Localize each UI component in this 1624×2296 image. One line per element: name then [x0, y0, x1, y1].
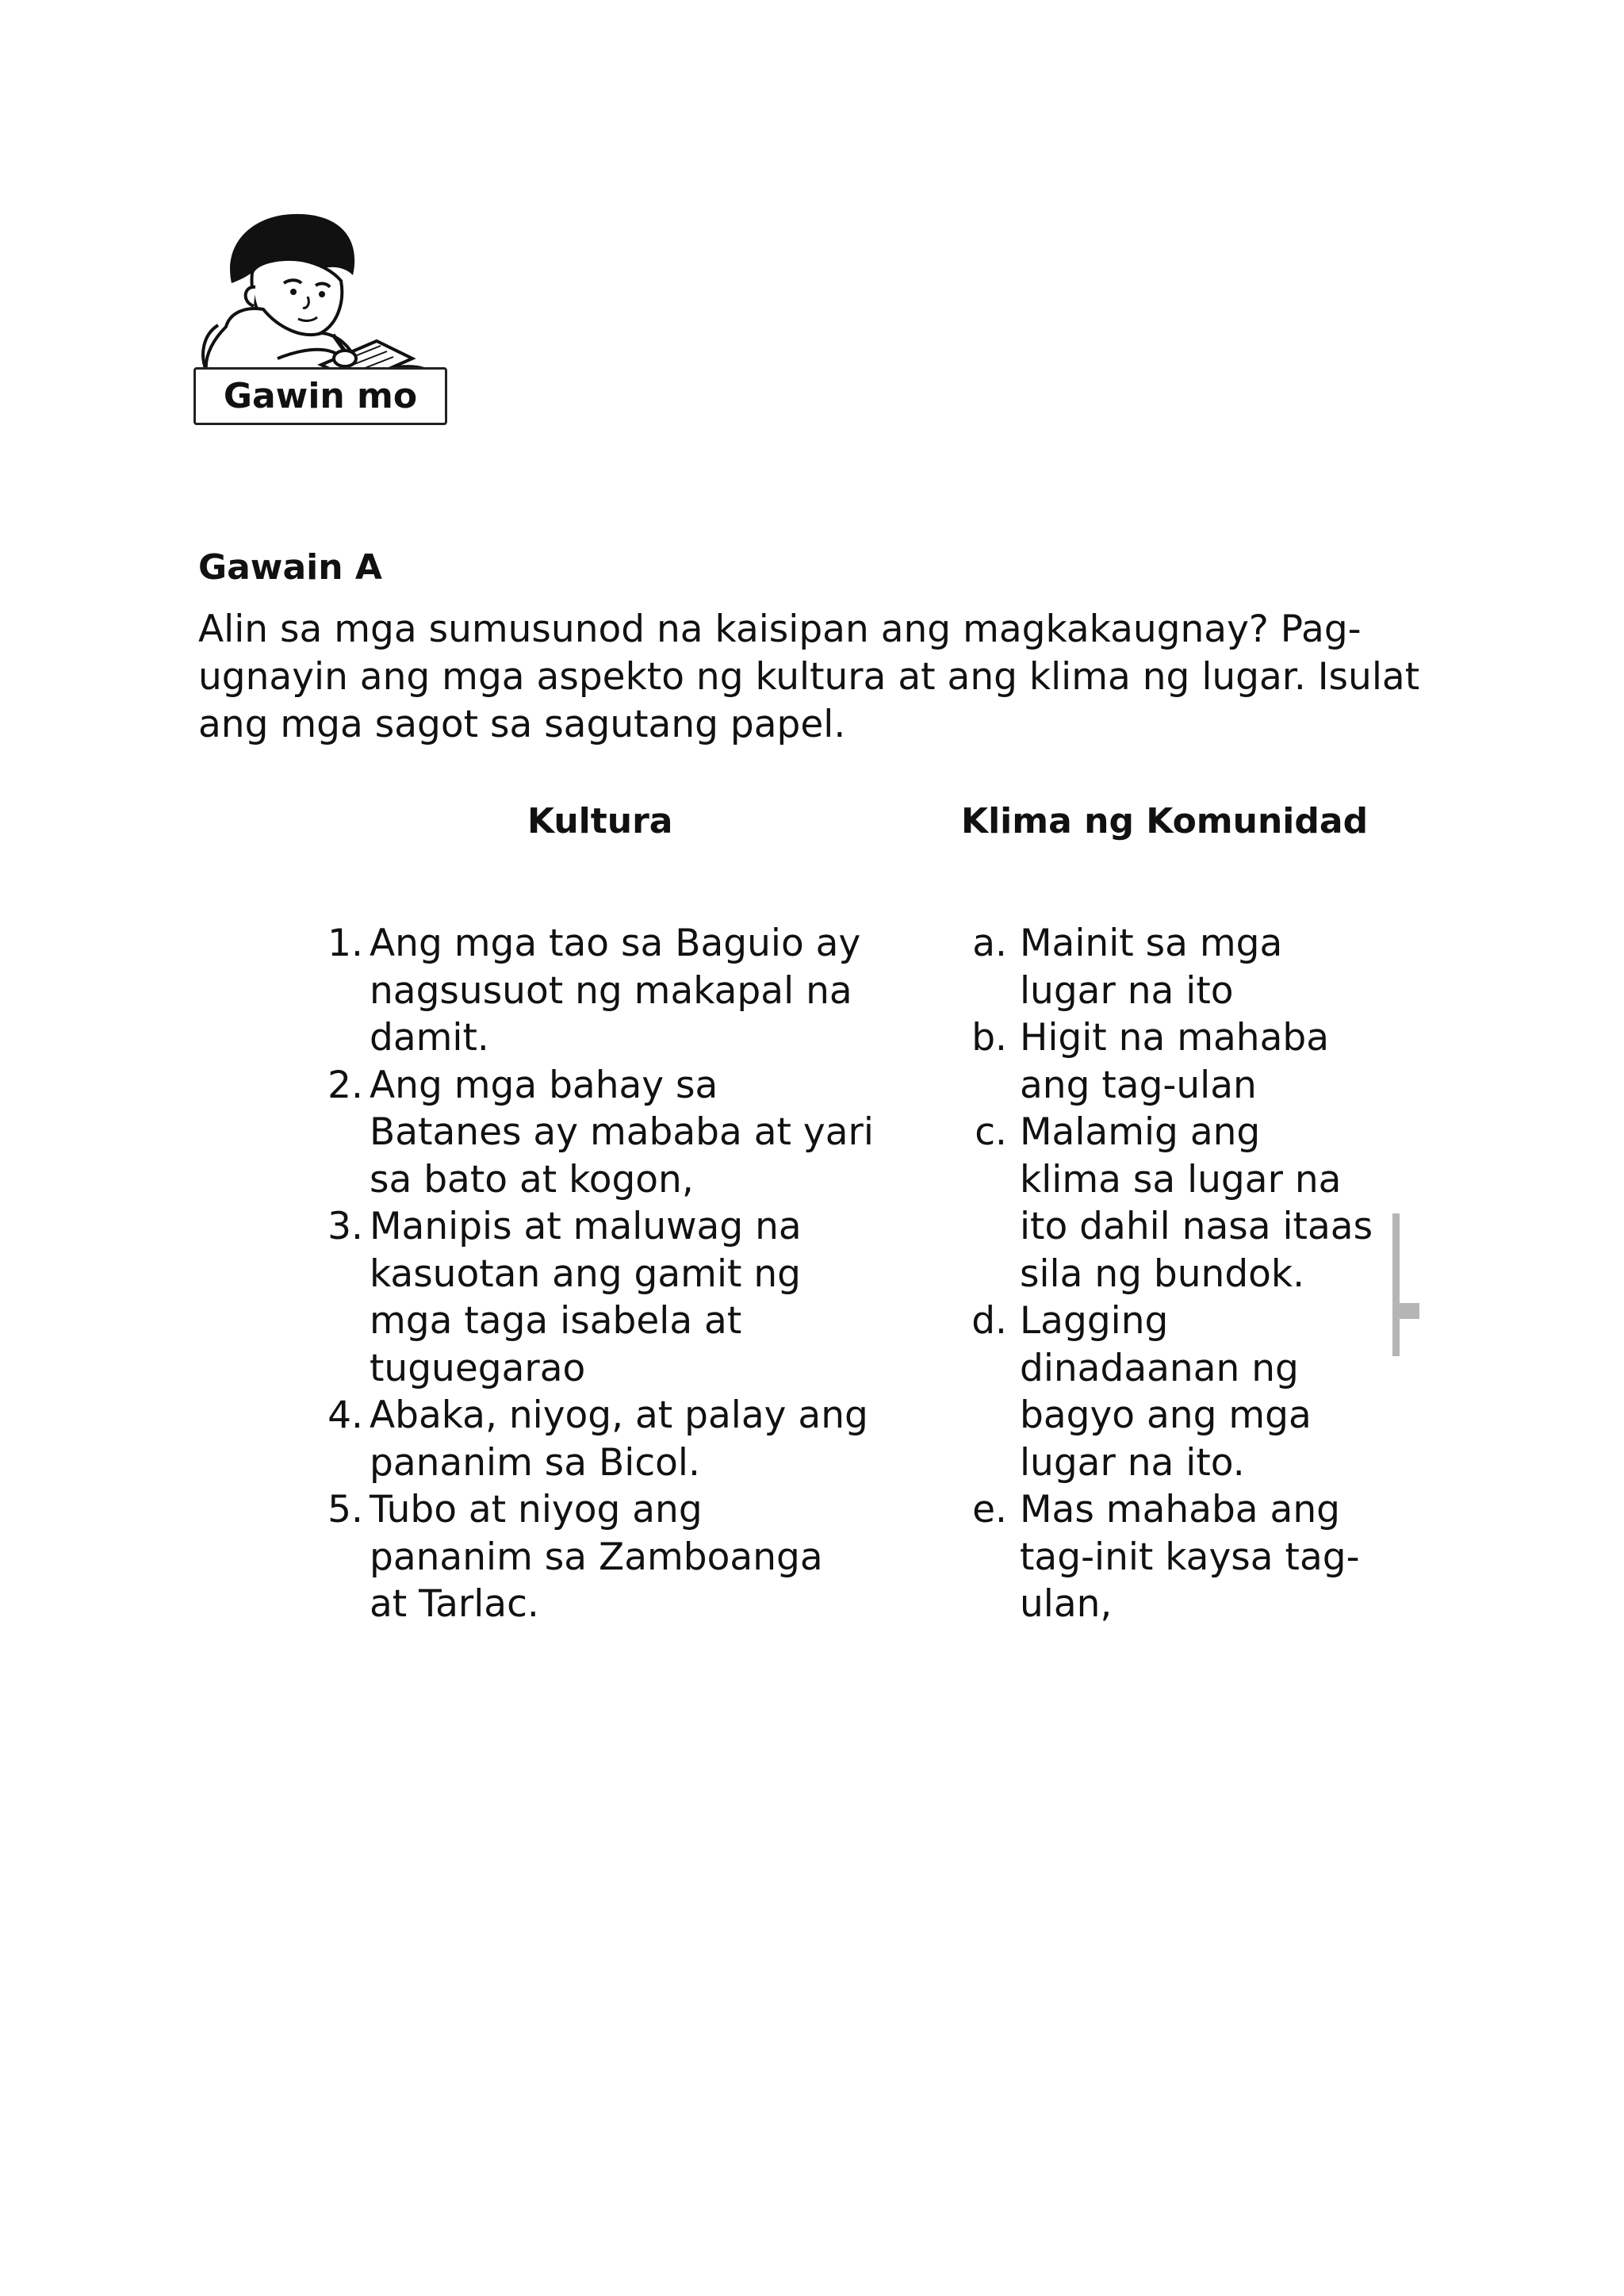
kultura-list — [317, 920, 896, 1628]
gawin-mo-badge — [182, 208, 452, 434]
item-text: Abaka, niyog, at palay ang pananim sa Bicol. — [370, 1393, 868, 1485]
item-text: Higit na mahaba ang tag-ulan — [1020, 1016, 1329, 1107]
item-text: Lagging dinadaanan ng bagyo ang mga lugar na ito. — [1020, 1299, 1312, 1485]
item-text: Tubo at niyog ang pananim sa Zamboanga at Tarlac. — [370, 1488, 823, 1626]
item-text: Ang mga bahay sa Batanes ay mababa at yari sa bato at kogon, — [370, 1063, 874, 1202]
klima-item-e — [967, 1486, 1380, 1628]
kultura-item-1 — [317, 920, 896, 1062]
kultura-item-3 — [317, 1203, 896, 1392]
item-number: 5. — [327, 1488, 363, 1531]
item-letter: d. — [971, 1299, 1007, 1343]
klima-list — [967, 920, 1380, 1628]
item-text: Manipis at maluwag na kasuotan ang gamit ng mga taga isabela at tuguegarao — [370, 1205, 802, 1390]
gawin-mo-label: Gawin mo — [193, 367, 447, 425]
item-letter: a. — [972, 922, 1007, 965]
item-text: Ang mga tao sa Baguio ay nagsusuot ng makapal na damit. — [370, 922, 861, 1060]
instructions-text: Alin sa mga sumusunod na kaisipan ang magkakaugnay? Pag- ugnayin ang mga aspekto ng kultura at ang klima ng lugar. Isulat ang mga sagot sa sagutang papel. — [198, 608, 1420, 746]
item-number: 1. — [327, 922, 363, 965]
item-number: 3. — [327, 1205, 363, 1248]
item-number: 4. — [327, 1393, 363, 1437]
margin-tab-mark — [1397, 1303, 1419, 1319]
item-number: 2. — [327, 1063, 363, 1107]
item-text: Mainit sa mga lugar na ito — [1020, 922, 1283, 1013]
klima-item-d — [967, 1297, 1380, 1486]
activity-title: Gawain A — [198, 547, 382, 588]
kultura-column-header: Kultura — [527, 801, 673, 841]
klima-item-c — [967, 1109, 1380, 1297]
klima-column-header: Klima ng Komunidad — [961, 801, 1369, 841]
kultura-item-2 — [317, 1062, 896, 1204]
item-letter: c. — [975, 1110, 1007, 1154]
item-text: Mas mahaba ang tag-init kaysa tag- ulan, — [1020, 1488, 1360, 1626]
item-letter: e. — [972, 1488, 1007, 1531]
activity-instructions — [198, 606, 1451, 749]
item-text: Malamig ang klima sa lugar na ito dahil nasa itaas sila ng bundok. — [1020, 1110, 1373, 1296]
kultura-item-5 — [317, 1486, 896, 1628]
item-letter: b. — [971, 1016, 1007, 1060]
klima-item-b — [967, 1014, 1380, 1109]
klima-item-a — [967, 920, 1380, 1014]
margin-bar-mark — [1392, 1213, 1400, 1356]
kultura-item-4 — [317, 1392, 896, 1486]
